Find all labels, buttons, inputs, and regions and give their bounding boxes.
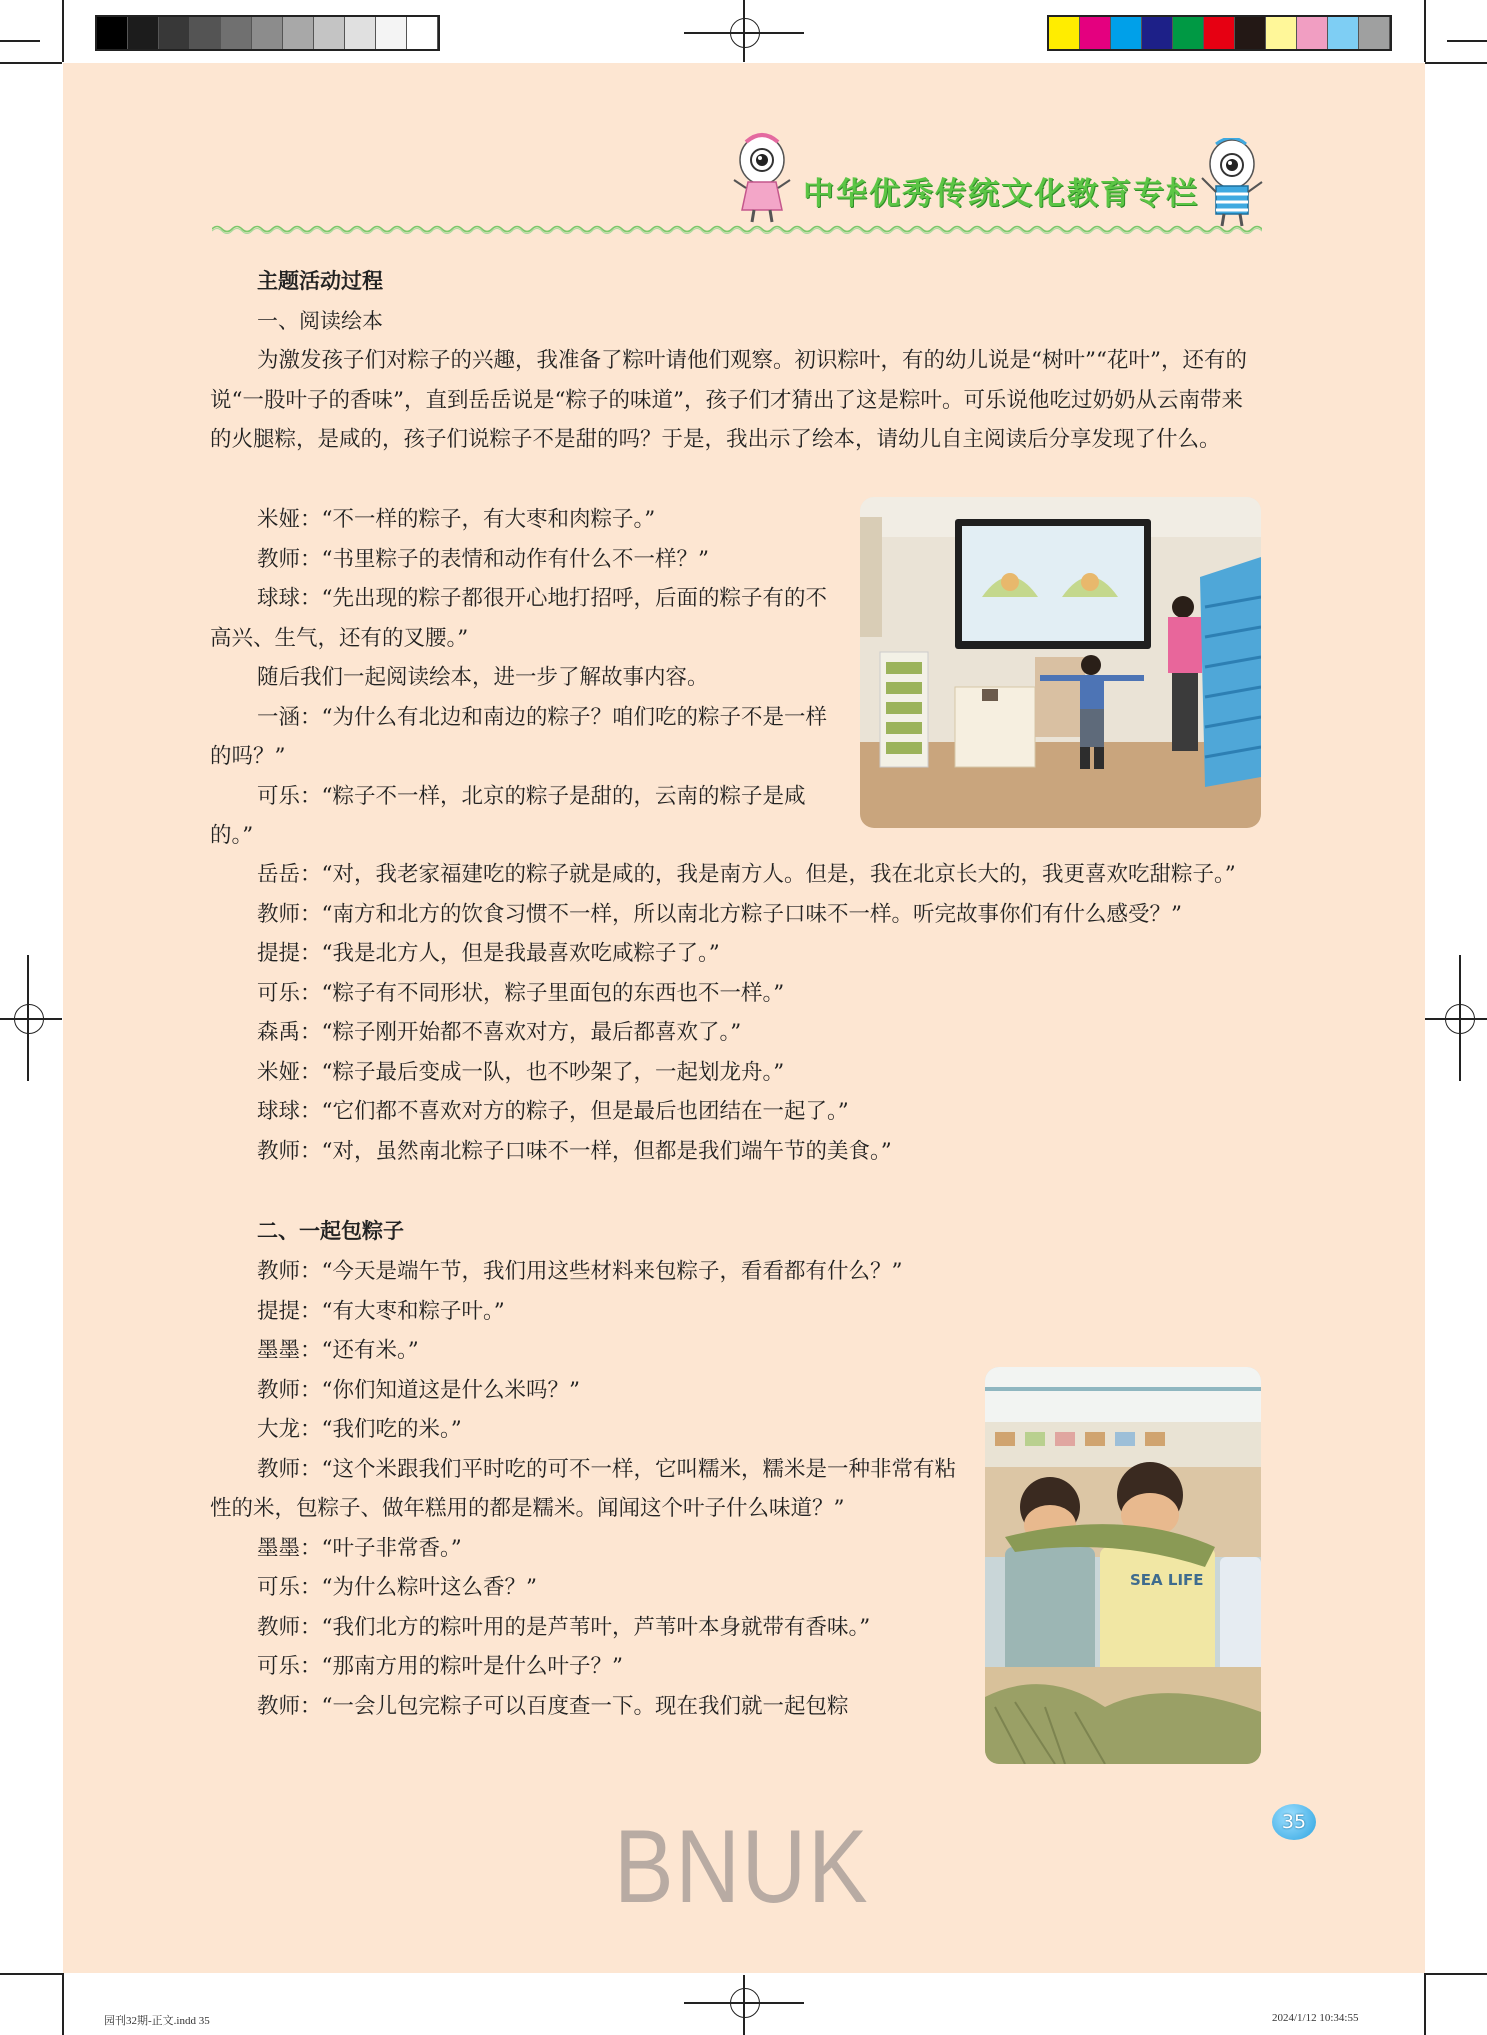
grayscale-swatch <box>221 17 252 49</box>
shirt-text: SEA LIFE <box>1130 1571 1204 1589</box>
crop-mark <box>1447 40 1487 42</box>
dialogue-line: 森禹：“粽子刚开始都不喜欢对方，最后都喜欢了。” <box>257 1020 742 1045</box>
mascot-girl-icon <box>732 132 792 224</box>
grayscale-swatch <box>128 17 159 49</box>
watermark: BNUK <box>614 1809 870 1925</box>
dialogue-line: 教师：“书里粽子的表情和动作有什么不一样？” <box>257 546 709 572</box>
crop-mark <box>0 62 62 64</box>
registration-line <box>1425 1018 1487 1020</box>
dialogue-line: 提提：“我是北方人，但是我最喜欢吃咸粽子了。” <box>257 941 720 966</box>
color-swatch <box>1297 17 1328 49</box>
footer-file-info: 园刊32期-正文.indd 35 <box>104 2015 210 2027</box>
color-swatch <box>1328 17 1359 49</box>
grayscale-swatch <box>407 17 438 49</box>
wavy-divider <box>212 222 1262 236</box>
part1-dialogue-full <box>210 855 1262 1171</box>
registration-line <box>0 1018 62 1020</box>
dialogue-line: 米娅：“不一样的粽子，有大枣和肉粽子。” <box>257 507 656 532</box>
crop-mark <box>0 1973 62 1975</box>
part1-heading: 一、阅读绘本 <box>257 308 383 333</box>
color-swatch <box>1080 17 1111 49</box>
part2-heading-block <box>210 1212 1262 1252</box>
crop-mark <box>1425 62 1487 64</box>
section-heading: 主题活动过程 <box>257 269 383 293</box>
part1-dialogue <box>210 500 842 856</box>
color-calibration-bar <box>1047 15 1392 51</box>
dialogue-line: 提提：“有大枣和粽子叶。” <box>257 1298 505 1324</box>
dialogue-line: 教师：“我们北方的粽叶用的是芦苇叶，芦苇叶本身就带有香味。” <box>257 1614 871 1640</box>
dialogue-line: 教师：“对，虽然南北粽子口味不一样，但都是我们端午节的美食。” <box>257 1138 892 1164</box>
dialogue-line: 可乐：“为什么粽叶这么香？” <box>257 1575 537 1600</box>
column-title: 中华优秀传统文化教育专栏 <box>803 176 1199 212</box>
crop-mark <box>1425 1973 1487 1975</box>
dialogue-line: 随后我们一起阅读绘本，进一步了解故事内容。 <box>257 665 709 690</box>
color-swatch <box>1111 17 1142 49</box>
dialogue-line: 大龙：“我们吃的米。” <box>257 1417 462 1442</box>
part2-dialogue <box>210 1252 962 1726</box>
grayscale-swatch <box>159 17 190 49</box>
photo-reading-picture-book <box>860 497 1261 828</box>
article-intro <box>210 262 1262 460</box>
dialogue-line: 教师：“你们知道这是什么米吗？” <box>257 1377 580 1403</box>
grayscale-swatch <box>283 17 314 49</box>
grayscale-swatch <box>97 17 128 49</box>
color-swatch <box>1142 17 1173 49</box>
dialogue-line: 可乐：“那南方用的粽叶是什么叶子？” <box>257 1654 623 1679</box>
part2-heading: 二、一起包粽子 <box>257 1219 404 1243</box>
grayscale-swatch <box>314 17 345 49</box>
page-number: 35 <box>1272 1804 1316 1840</box>
dialogue-line: 米娅：“粽子最后变成一队，也不吵架了，一起划龙舟。” <box>257 1059 785 1085</box>
color-swatch <box>1359 17 1390 49</box>
crop-mark <box>62 1973 64 2035</box>
dialogue-line: 墨墨：“还有米。” <box>257 1338 419 1363</box>
dialogue-line: 教师：“南方和北方的饮食习惯不一样，所以南北方粽子口味不一样。听完故事你们有什么感受？” <box>257 901 1182 927</box>
grayscale-calibration-bar <box>95 15 440 51</box>
crop-mark <box>1424 0 1426 62</box>
color-swatch <box>1235 17 1266 49</box>
registration-line <box>27 955 29 1081</box>
dialogue-line: 球球：“先出现的粽子都很开心地打招呼，后面的粽子有的不高兴、生气，还有的叉腰。” <box>210 586 827 651</box>
crop-mark <box>62 0 64 62</box>
dialogue-line: 教师：“一会儿包完粽子可以百度查一下。现在我们就一起包粽 <box>257 1693 849 1719</box>
dialogue-line: 教师：“这个米跟我们平时吃的可不一样，它叫糯米，糯米是一种非常有粘性的米，包粽子、做年糕用的都是糯米。闻闻这个叶子什么味道？” <box>210 1456 956 1521</box>
crop-mark <box>1424 1973 1426 2035</box>
dialogue-line: 墨墨：“叶子非常香。” <box>257 1535 462 1561</box>
registration-line <box>743 0 745 62</box>
crop-mark <box>0 40 40 42</box>
picture-book-screen-icon <box>962 526 1144 641</box>
grayscale-swatch <box>345 17 376 49</box>
registration-line <box>1459 955 1461 1081</box>
intro-paragraph: 为激发孩子们对粽子的兴趣，我准备了粽叶请他们观察。初识粽叶，有的幼儿说是“树叶”“花叶”，还有的说“一股叶子的香味”，直到岳岳说是“粽子的味道”，孩子们才猜出了这是粽叶。可乐说他吃过奶奶从云南带来的火腿粽，是咸的，孩子们说粽子不是甜的吗？于是，我出示了绘本，请幼儿自主阅读后分享发现了什么。 <box>210 348 1247 452</box>
grayscale-swatch <box>190 17 221 49</box>
color-swatch <box>1266 17 1297 49</box>
dialogue-line: 一涵：“为什么有北边和南边的粽子？咱们吃的粽子不是一样的吗？” <box>210 704 827 769</box>
color-swatch <box>1049 17 1080 49</box>
dialogue-line: 可乐：“粽子不一样，北京的粽子是甜的，云南的粽子是咸的。” <box>210 783 806 848</box>
dialogue-line: 岳岳：“对，我老家福建吃的粽子就是咸的，我是南方人。但是，我在北京长大的，我更喜欢吃甜粽子。” <box>257 862 1236 887</box>
registration-line <box>743 1975 745 2035</box>
footer-timestamp: 2024/1/12 10:34:55 <box>1272 2012 1359 2024</box>
dialogue-line: 可乐：“粽子有不同形状，粽子里面包的东西也不一样。” <box>257 980 785 1006</box>
color-swatch <box>1173 17 1204 49</box>
grayscale-swatch <box>376 17 407 49</box>
dialogue-line: 教师：“今天是端午节，我们用这些材料来包粽子，看看都有什么？” <box>257 1259 903 1284</box>
dialogue-line: 球球：“它们都不喜欢对方的粽子，但是最后也团结在一起了。” <box>257 1099 849 1124</box>
mascot-boy-icon <box>1198 138 1266 228</box>
grayscale-swatch <box>252 17 283 49</box>
color-swatch <box>1204 17 1235 49</box>
photo-smelling-leaves <box>985 1367 1261 1764</box>
